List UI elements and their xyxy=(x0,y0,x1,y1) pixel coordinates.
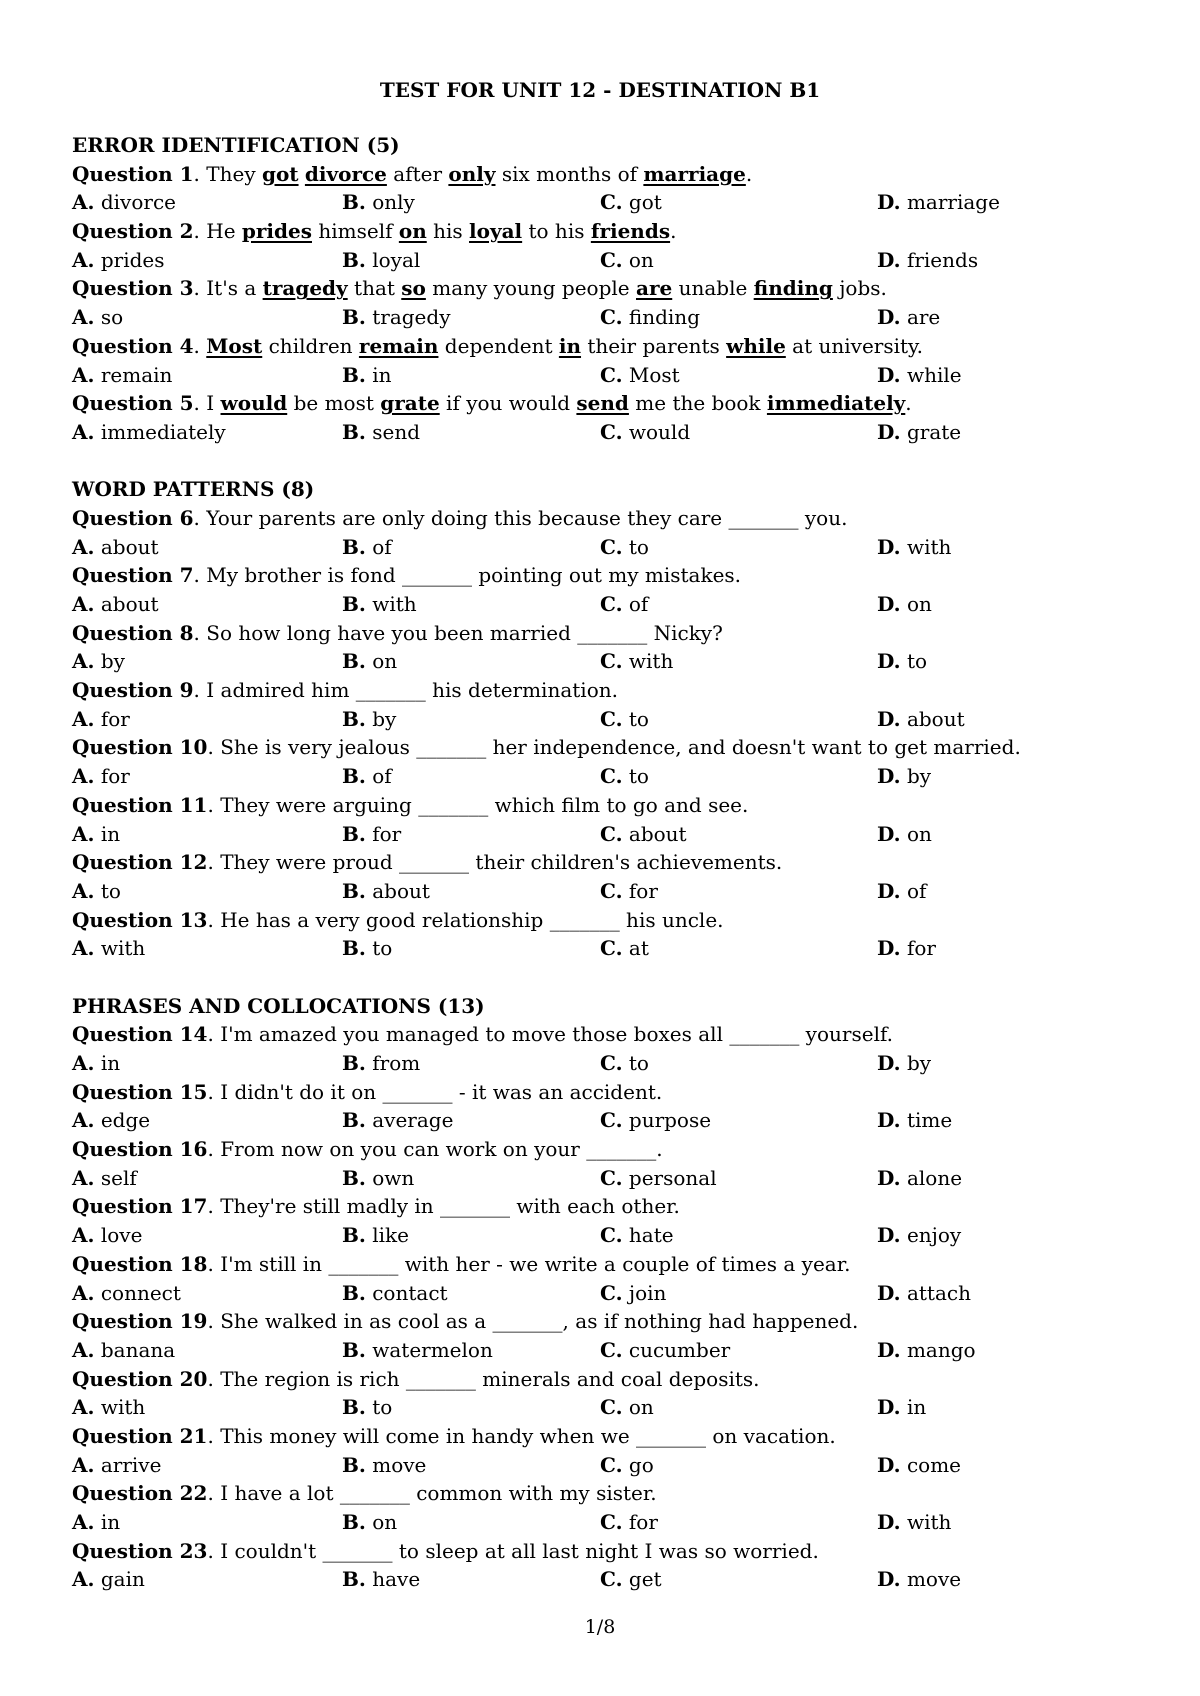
option-letter: A. xyxy=(72,247,95,272)
answer-option[interactable]: D. grate xyxy=(877,419,962,444)
answer-option[interactable]: C. join xyxy=(600,1280,667,1305)
underlined-word: remain xyxy=(358,333,439,358)
answer-option[interactable]: C. hate xyxy=(600,1223,674,1248)
option-letter: C. xyxy=(600,1567,623,1592)
question-stem: Question 18. I'm still in _______ with her - we write a couple of times a year. xyxy=(72,1251,851,1276)
question-number: Question 13 xyxy=(72,907,208,932)
option-letter: C. xyxy=(600,190,623,215)
option-letter: D. xyxy=(877,534,901,559)
question-number: Question 10 xyxy=(72,735,208,760)
answer-option[interactable]: A. banana xyxy=(72,1337,176,1362)
underlined-word: friends xyxy=(590,219,671,244)
option-letter: D. xyxy=(877,1567,901,1592)
answer-option[interactable]: D. attach xyxy=(877,1280,971,1305)
question-number: Question 14 xyxy=(72,1022,208,1047)
answer-options xyxy=(72,762,1162,791)
answer-option[interactable]: D. to xyxy=(877,649,928,674)
option-letter: C. xyxy=(600,1510,623,1534)
option-letter: A. xyxy=(72,821,95,846)
option-letter: A. xyxy=(72,534,95,559)
question-number: Question 5 xyxy=(72,391,194,416)
answer-options xyxy=(72,188,1162,217)
underlined-word: loyal xyxy=(469,219,523,244)
option-letter: A. xyxy=(72,764,95,789)
answer-option[interactable]: C. finding xyxy=(600,305,700,330)
answer-options xyxy=(72,1279,1162,1308)
answer-option[interactable]: A. about xyxy=(72,592,159,616)
answer-option[interactable]: A. in xyxy=(72,821,121,846)
answer-option[interactable]: D. mango xyxy=(877,1337,976,1362)
option-letter: B. xyxy=(342,1280,366,1305)
option-letter: A. xyxy=(72,1051,95,1075)
question-stem: Question 14. I'm amazed you managed to move those boxes all _______ yourself. xyxy=(72,1022,894,1047)
answer-option[interactable]: C. on xyxy=(600,247,654,272)
answer-option[interactable]: B. on xyxy=(342,649,398,674)
option-letter: B. xyxy=(342,1395,366,1420)
underlined-word: on xyxy=(398,219,427,244)
underlined-word: are xyxy=(636,276,673,301)
option-letter: C. xyxy=(600,1395,623,1420)
answer-option[interactable]: C. personal xyxy=(600,1165,717,1190)
answer-options xyxy=(72,1221,1162,1250)
option-letter: D. xyxy=(877,706,901,731)
answer-option[interactable]: C. would xyxy=(600,419,691,444)
answer-option[interactable]: B. on xyxy=(342,1510,398,1534)
answer-option[interactable]: B. to xyxy=(342,936,393,961)
underlined-word: divorce xyxy=(304,161,387,186)
answer-option[interactable]: A. remain xyxy=(72,362,173,387)
answer-option[interactable]: C. to xyxy=(600,534,649,559)
answer-options xyxy=(72,1393,1162,1422)
answer-option[interactable]: B. with xyxy=(342,592,417,616)
option-letter: B. xyxy=(342,1567,366,1592)
option-letter: A. xyxy=(72,305,95,330)
answer-options xyxy=(72,361,1162,390)
section-spacer xyxy=(72,447,1162,476)
option-letter: D. xyxy=(877,1337,901,1362)
option-letter: C. xyxy=(600,362,623,387)
answer-options xyxy=(72,647,1162,676)
section-heading: ERROR IDENTIFICATION (5) xyxy=(72,133,400,157)
question-number: Question 21 xyxy=(72,1423,208,1448)
answer-options xyxy=(72,1565,1162,1594)
question-number: Question 6 xyxy=(72,505,194,530)
answer-option[interactable]: C. Most xyxy=(600,362,680,387)
answer-option[interactable]: B. like xyxy=(342,1223,409,1248)
question-stem: Question 11. They were arguing _______ which film to go and see. xyxy=(72,792,749,817)
question-stem: Question 9. I admired him _______ his determination. xyxy=(72,678,618,703)
answer-option[interactable]: C. about xyxy=(600,821,687,846)
option-letter: A. xyxy=(72,1108,95,1133)
section-heading: PHRASES AND COLLOCATIONS (13) xyxy=(72,993,485,1018)
answer-option[interactable]: D. time xyxy=(877,1108,953,1133)
option-letter: C. xyxy=(600,247,623,272)
answer-option[interactable]: C. for xyxy=(600,1510,658,1534)
question-stem: Question 22. I have a lot _______ common with my sister. xyxy=(72,1481,657,1506)
option-letter: A. xyxy=(72,1280,95,1305)
answer-option[interactable]: D. are xyxy=(877,305,941,330)
answer-options xyxy=(72,705,1162,734)
answer-option[interactable]: D. with xyxy=(877,534,952,559)
answer-option[interactable]: A. connect xyxy=(72,1280,181,1305)
option-letter: A. xyxy=(72,190,95,215)
option-letter: D. xyxy=(877,247,901,272)
question-stem: Question 10. She is very jealous _______ her independence, and doesn't want to get married. xyxy=(72,735,1021,760)
question-number: Question 1 xyxy=(72,161,194,186)
option-letter: A. xyxy=(72,592,95,616)
answer-option[interactable]: B. of xyxy=(342,764,392,789)
question-number: Question 2 xyxy=(72,219,194,244)
answer-options xyxy=(72,934,1162,963)
answer-option[interactable]: D. about xyxy=(877,706,965,731)
underlined-word: send xyxy=(576,391,629,416)
answer-options xyxy=(72,877,1162,906)
answer-option[interactable]: D. while xyxy=(877,362,962,387)
answer-option[interactable]: A. gain xyxy=(72,1567,145,1592)
question-number: Question 20 xyxy=(72,1366,208,1391)
question-stem: Question 20. The region is rich _______ minerals and coal deposits. xyxy=(72,1366,760,1391)
answer-option[interactable]: A. with xyxy=(72,1395,146,1420)
answer-options xyxy=(72,820,1162,849)
option-letter: A. xyxy=(72,1395,95,1420)
option-letter: D. xyxy=(877,649,901,674)
answer-option[interactable]: A. to xyxy=(72,878,121,903)
answer-option[interactable]: A. arrive xyxy=(72,1452,162,1477)
option-letter: A. xyxy=(72,1567,95,1592)
answer-option[interactable]: D. enjoy xyxy=(877,1223,962,1248)
option-letter: A. xyxy=(72,706,95,731)
answer-option[interactable]: B. in xyxy=(342,362,392,387)
question-stem: Question 21. This money will come in handy when we _______ on vacation. xyxy=(72,1423,836,1448)
question-stem: Question 5. I would be most grate if you would send me the book immediately. xyxy=(72,391,912,416)
answer-option[interactable]: D. friends xyxy=(877,247,979,272)
answer-option[interactable]: B. own xyxy=(342,1165,415,1190)
option-letter: B. xyxy=(342,764,366,789)
answer-options xyxy=(72,1336,1162,1365)
option-letter: A. xyxy=(72,649,95,674)
option-letter: A. xyxy=(72,1337,95,1362)
answer-option[interactable]: A. about xyxy=(72,534,159,559)
question-stem: Question 6. Your parents are only doing this because they care _______ you. xyxy=(72,505,848,530)
option-letter: C. xyxy=(600,1165,623,1190)
answer-option[interactable]: D. alone xyxy=(877,1165,963,1190)
option-letter: C. xyxy=(600,706,623,731)
answer-option[interactable]: B. loyal xyxy=(342,247,421,272)
question-stem: Question 1. They got divorce after only six months of marriage. xyxy=(72,161,753,186)
question-number: Question 16 xyxy=(72,1137,208,1162)
option-letter: B. xyxy=(342,1452,366,1477)
answer-option[interactable]: C. to xyxy=(600,706,649,731)
answer-option[interactable]: A. with xyxy=(72,936,146,961)
answer-option[interactable]: A. in xyxy=(72,1051,121,1075)
answer-options xyxy=(72,590,1162,619)
answer-option[interactable]: C. for xyxy=(600,878,658,903)
answer-option[interactable]: A. in xyxy=(72,1510,121,1534)
question-number: Question 23 xyxy=(72,1538,208,1563)
underlined-word: only xyxy=(448,161,496,186)
option-letter: C. xyxy=(600,419,623,444)
underlined-word: while xyxy=(726,333,786,358)
option-letter: C. xyxy=(600,1452,623,1477)
page-number: 1/8 xyxy=(584,1616,616,1638)
answer-option[interactable]: C. cucumber xyxy=(600,1337,731,1362)
question-stem: Question 3. It's a tragedy that so many young people are unable finding jobs. xyxy=(72,276,887,301)
answer-option[interactable]: D. of xyxy=(877,878,927,903)
question-number: Question 12 xyxy=(72,850,208,875)
option-letter: D. xyxy=(877,419,901,444)
answer-option[interactable]: B. only xyxy=(342,190,415,215)
option-letter: C. xyxy=(600,592,623,616)
option-letter: B. xyxy=(342,878,366,903)
underlined-word: prides xyxy=(241,219,312,244)
section-spacer xyxy=(72,963,1162,992)
option-letter: B. xyxy=(342,534,366,559)
option-letter: B. xyxy=(342,190,366,215)
answer-options xyxy=(72,1164,1162,1193)
option-letter: C. xyxy=(600,305,623,330)
question-stem: Question 2. He prides himself on his loyal to his friends. xyxy=(72,219,677,244)
option-letter: C. xyxy=(600,1108,623,1133)
question-number: Question 22 xyxy=(72,1481,208,1506)
option-letter: C. xyxy=(600,1051,623,1075)
option-letter: D. xyxy=(877,1165,901,1190)
answer-option[interactable]: D. come xyxy=(877,1452,961,1477)
answer-option[interactable]: D. in xyxy=(877,1395,927,1420)
question-number: Question 19 xyxy=(72,1309,208,1334)
option-letter: D. xyxy=(877,821,901,846)
option-letter: A. xyxy=(72,419,95,444)
question-stem: Question 19. She walked in as cool as a _______, as if nothing had happened. xyxy=(72,1309,859,1334)
answer-option[interactable]: B. tragedy xyxy=(342,305,451,330)
question-stem: Question 15. I didn't do it on _______ - it was an accident. xyxy=(72,1079,663,1104)
option-letter: B. xyxy=(342,1223,366,1248)
question-stem: Question 13. He has a very good relationship _______ his uncle. xyxy=(72,907,724,932)
answer-option[interactable]: A. for xyxy=(72,706,130,731)
answer-option[interactable]: A. prides xyxy=(72,247,165,272)
option-letter: B. xyxy=(342,1337,366,1362)
option-letter: B. xyxy=(342,1510,366,1534)
answer-option[interactable]: A. so xyxy=(72,305,124,330)
option-letter: B. xyxy=(342,821,366,846)
option-letter: B. xyxy=(342,419,366,444)
option-letter: D. xyxy=(877,1280,901,1305)
option-letter: D. xyxy=(877,1108,901,1133)
option-letter: C. xyxy=(600,649,623,674)
answer-option[interactable]: C. purpose xyxy=(600,1108,712,1133)
option-letter: C. xyxy=(600,1280,623,1305)
option-letter: D. xyxy=(877,1395,901,1420)
underlined-word: marriage xyxy=(643,161,746,186)
option-letter: B. xyxy=(342,649,366,674)
underlined-word: Most xyxy=(206,333,263,358)
answer-option[interactable]: C. got xyxy=(600,190,662,215)
page-title: TEST FOR UNIT 12 - DESTINATION B1 xyxy=(379,78,821,102)
answer-option[interactable]: D. on xyxy=(877,821,932,846)
answer-option[interactable]: D. move xyxy=(877,1567,962,1592)
question-number: Question 4 xyxy=(72,333,194,358)
answer-option[interactable]: B. average xyxy=(342,1108,454,1133)
answer-option[interactable]: B. from xyxy=(342,1051,421,1075)
question-number: Question 11 xyxy=(72,792,208,817)
answer-option[interactable]: B. contact xyxy=(342,1280,448,1305)
option-letter: D. xyxy=(877,1510,901,1534)
option-letter: D. xyxy=(877,936,901,961)
question-number: Question 15 xyxy=(72,1079,208,1104)
option-letter: A. xyxy=(72,362,95,387)
answer-option[interactable]: D. by xyxy=(877,1051,932,1075)
option-letter: B. xyxy=(342,1051,366,1075)
answer-option[interactable]: D. for xyxy=(877,936,936,961)
section-heading: WORD PATTERNS (8) xyxy=(72,477,315,502)
option-letter: B. xyxy=(342,1165,366,1190)
underlined-word: finding xyxy=(753,276,833,301)
question-number: Question 18 xyxy=(72,1251,208,1276)
answer-options xyxy=(72,1508,1162,1537)
answer-option[interactable]: C. to xyxy=(600,764,649,789)
option-letter: A. xyxy=(72,1452,95,1477)
answer-option[interactable]: A. immediately xyxy=(72,419,226,444)
answer-option[interactable]: C. go xyxy=(600,1452,654,1477)
question-number: Question 9 xyxy=(72,678,194,703)
answer-option[interactable]: B. for xyxy=(342,821,402,846)
option-letter: B. xyxy=(342,305,366,330)
option-letter: A. xyxy=(72,1223,95,1248)
answer-option[interactable]: B. of xyxy=(342,534,392,559)
answer-options xyxy=(72,1106,1162,1135)
answer-options xyxy=(72,246,1162,275)
question-stem: Question 16. From now on you can work on your _______. xyxy=(72,1137,663,1162)
option-letter: C. xyxy=(600,1223,623,1248)
question-stem: Question 7. My brother is fond _______ pointing out my mistakes. xyxy=(72,563,742,588)
answer-option[interactable]: B. move xyxy=(342,1452,427,1477)
underlined-word: immediately xyxy=(766,391,906,416)
answer-options xyxy=(72,418,1162,447)
answer-option[interactable]: B. to xyxy=(342,1395,393,1420)
underlined-word: grate xyxy=(380,391,440,416)
answer-option[interactable]: A. divorce xyxy=(72,190,176,215)
answer-option[interactable]: D. marriage xyxy=(877,190,1000,215)
answer-option[interactable]: D. on xyxy=(877,592,932,616)
underlined-word: in xyxy=(558,333,582,358)
answer-option[interactable]: B. send xyxy=(342,419,421,444)
option-letter: D. xyxy=(877,362,901,387)
option-letter: B. xyxy=(342,362,366,387)
option-letter: A. xyxy=(72,936,95,961)
option-letter: A. xyxy=(72,878,95,903)
answer-option[interactable]: C. of xyxy=(600,592,649,616)
option-letter: C. xyxy=(600,764,623,789)
answer-options xyxy=(72,1049,1162,1078)
question-stem: Question 17. They're still madly in _______ with each other. xyxy=(72,1194,680,1219)
answer-option[interactable]: D. with xyxy=(877,1510,952,1534)
answer-option[interactable]: C. to xyxy=(600,1051,649,1075)
answer-option[interactable]: A. for xyxy=(72,764,130,789)
answer-option[interactable]: A. by xyxy=(72,649,125,674)
option-letter: B. xyxy=(342,936,366,961)
underlined-word: so xyxy=(401,276,426,301)
question-list xyxy=(72,131,1162,1594)
option-letter: C. xyxy=(600,821,623,846)
option-letter: C. xyxy=(600,878,623,903)
answer-options xyxy=(72,303,1162,332)
answer-option[interactable]: A. self xyxy=(72,1165,137,1190)
option-letter: B. xyxy=(342,592,366,616)
option-letter: D. xyxy=(877,1452,901,1477)
answer-option[interactable]: B. by xyxy=(342,706,397,731)
answer-option[interactable]: B. watermelon xyxy=(342,1337,493,1362)
answer-option[interactable]: C. get xyxy=(600,1567,662,1592)
underlined-word: got xyxy=(261,161,299,186)
option-letter: C. xyxy=(600,936,623,961)
answer-option[interactable]: A. love xyxy=(72,1223,143,1248)
option-letter: B. xyxy=(342,247,366,272)
option-letter: A. xyxy=(72,1165,95,1190)
underlined-word: would xyxy=(220,391,288,416)
option-letter: C. xyxy=(600,534,623,559)
option-letter: B. xyxy=(342,706,366,731)
question-stem: Question 8. So how long have you been married _______ Nicky? xyxy=(72,620,723,645)
answer-option[interactable]: B. about xyxy=(342,878,430,903)
answer-option[interactable]: A. edge xyxy=(72,1108,151,1133)
answer-options xyxy=(72,533,1162,562)
option-letter: B. xyxy=(342,1108,366,1133)
option-letter: D. xyxy=(877,592,901,616)
question-number: Question 7 xyxy=(72,563,194,588)
answer-option[interactable]: B. have xyxy=(342,1567,421,1592)
option-letter: D. xyxy=(877,190,901,215)
option-letter: D. xyxy=(877,305,901,330)
question-number: Question 3 xyxy=(72,276,194,301)
question-number: Question 8 xyxy=(72,620,194,645)
answer-options xyxy=(72,1451,1162,1480)
answer-option[interactable]: C. on xyxy=(600,1395,654,1420)
question-stem: Question 4. Most children remain dependent in their parents while at university. xyxy=(72,333,924,358)
option-letter: D. xyxy=(877,1223,901,1248)
option-letter: D. xyxy=(877,878,901,903)
option-letter: D. xyxy=(877,1051,901,1075)
underlined-word: tragedy xyxy=(262,276,348,301)
question-stem: Question 23. I couldn't _______ to sleep at all last night I was so worried. xyxy=(72,1538,819,1563)
option-letter: D. xyxy=(877,764,901,789)
question-stem: Question 12. They were proud _______ their children's achievements. xyxy=(72,850,783,875)
answer-option[interactable]: C. at xyxy=(600,936,649,961)
answer-option[interactable]: C. with xyxy=(600,649,674,674)
option-letter: A. xyxy=(72,1510,95,1534)
option-letter: C. xyxy=(600,1337,623,1362)
question-number: Question 17 xyxy=(72,1194,208,1219)
answer-option[interactable]: D. by xyxy=(877,764,932,789)
